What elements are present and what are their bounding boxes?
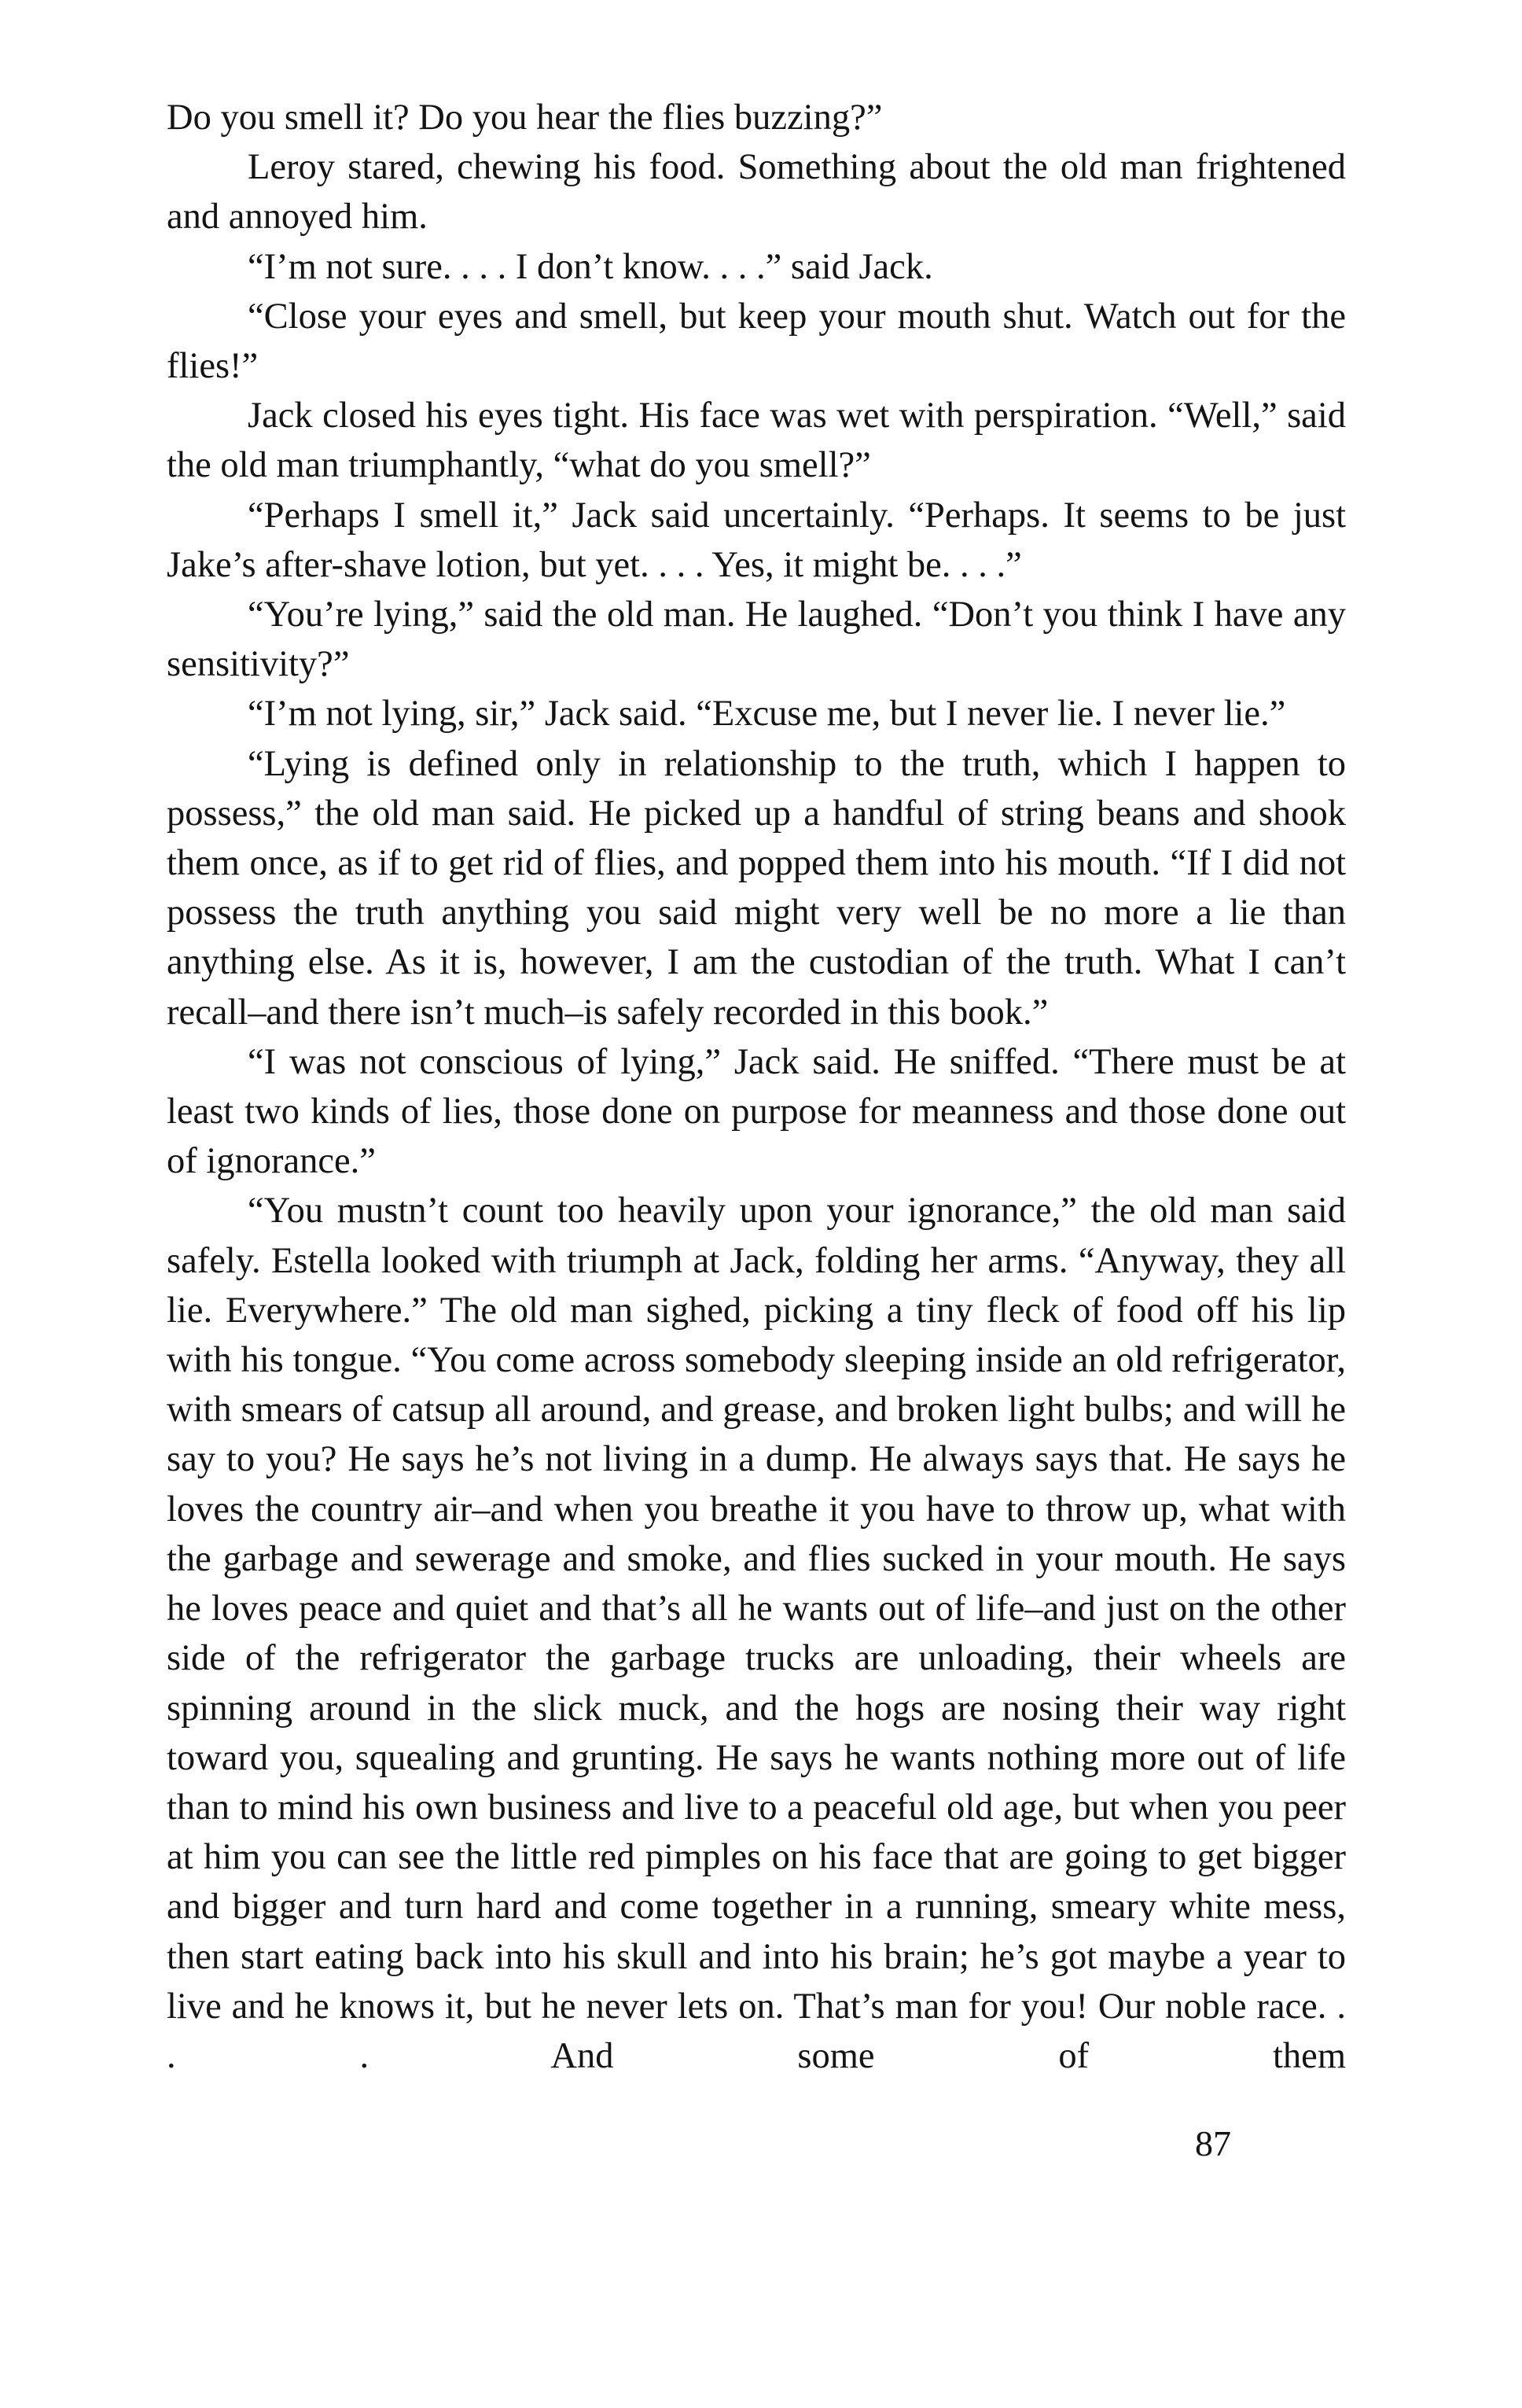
paragraph-4: “Close your eyes and smell, but keep your mouth shut. Watch out for the flies!”: [167, 296, 1346, 387]
paragraph-7: “You’re lying,” said the old man. He laughed. “Don’t you think I have any sensitivity?”: [167, 595, 1346, 685]
paragraph-11: “You mustn’t count too heavily upon your ignorance,” the old man said safely. Estella looked with triumph at Jack, folding her arms. “Anyway, they all lie. Everywhere.” The old man sighed, picking a tiny fleck of food off his lip with his tongue. “You come across somebody sleeping inside an old refrigerator, with smears of catsup all around, and grease, and broken light bulbs; and will he say to you? He says he’s not living in a dump. He always says that. He says he loves the country air–and when you breathe it you have to throw up, what with the garbage and sewerage and smoke, and flies sucked in your mouth. He says he loves peace and quiet and that’s all he wants out of life–and just on the other side of the refrigerator the garbage trucks are unloading, their wheels are spinning around in the slick muck, and the hogs are nosing their way right toward you, squealing and grunting. He says he wants nothing more out of life than to mind his own business and live to a peaceful old age, but when you peer at him you can see the little red pimples on his face that are going to get bigger and bigger and turn hard and come together in a running, smeary white mess, then start eating back into his skull and into his brain; he’s got maybe a year to live and he knows it, but he never lets on. That’s man for you! Our noble race. . . . And some of them: [167, 1191, 1346, 2076]
paragraph-8: “I’m not lying, sir,” Jack said. “Excuse me, but I never lie. I never lie.”: [248, 694, 1286, 735]
paragraph-3: “I’m not sure. . . . I don’t know. . . .” said Jack.: [248, 246, 933, 287]
body-text: [167, 93, 1346, 2081]
paragraph-2: Leroy stared, chewing his food. Something about the old man frightened and annoyed him.: [167, 147, 1346, 237]
paragraph-10: “I was not conscious of lying,” Jack said. He sniffed. “There must be at least two kinds of lies, those done on purpose for meanness and those done out of ignorance.”: [167, 1041, 1346, 1182]
page-number: 87: [1195, 2123, 1231, 2163]
paragraph-1: Do you smell it? Do you hear the flies buzzing?”: [167, 98, 883, 138]
paragraph-6: “Perhaps I smell it,” Jack said uncertainly. “Perhaps. It seems to be just Jake’s after-shave lotion, but yet. . . . Yes, it might be. . . .”: [167, 495, 1346, 585]
paragraph-9: “Lying is defined only in relationship to the truth, which I happen to possess,” the old man said. He picked up a handful of string beans and shook them once, as if to get rid of flies, and popped them into his mouth. “If I did not possess the truth anything you said might very well be no more a lie than anything else. As it is, however, I am the custodian of the truth. What I can’t recall–and there isn’t much–is safely recorded in this book.”: [167, 743, 1346, 1033]
paragraph-5: Jack closed his eyes tight. His face was wet with perspiration. “Well,” said the old man triumphantly, “what do you smell?”: [167, 396, 1346, 486]
